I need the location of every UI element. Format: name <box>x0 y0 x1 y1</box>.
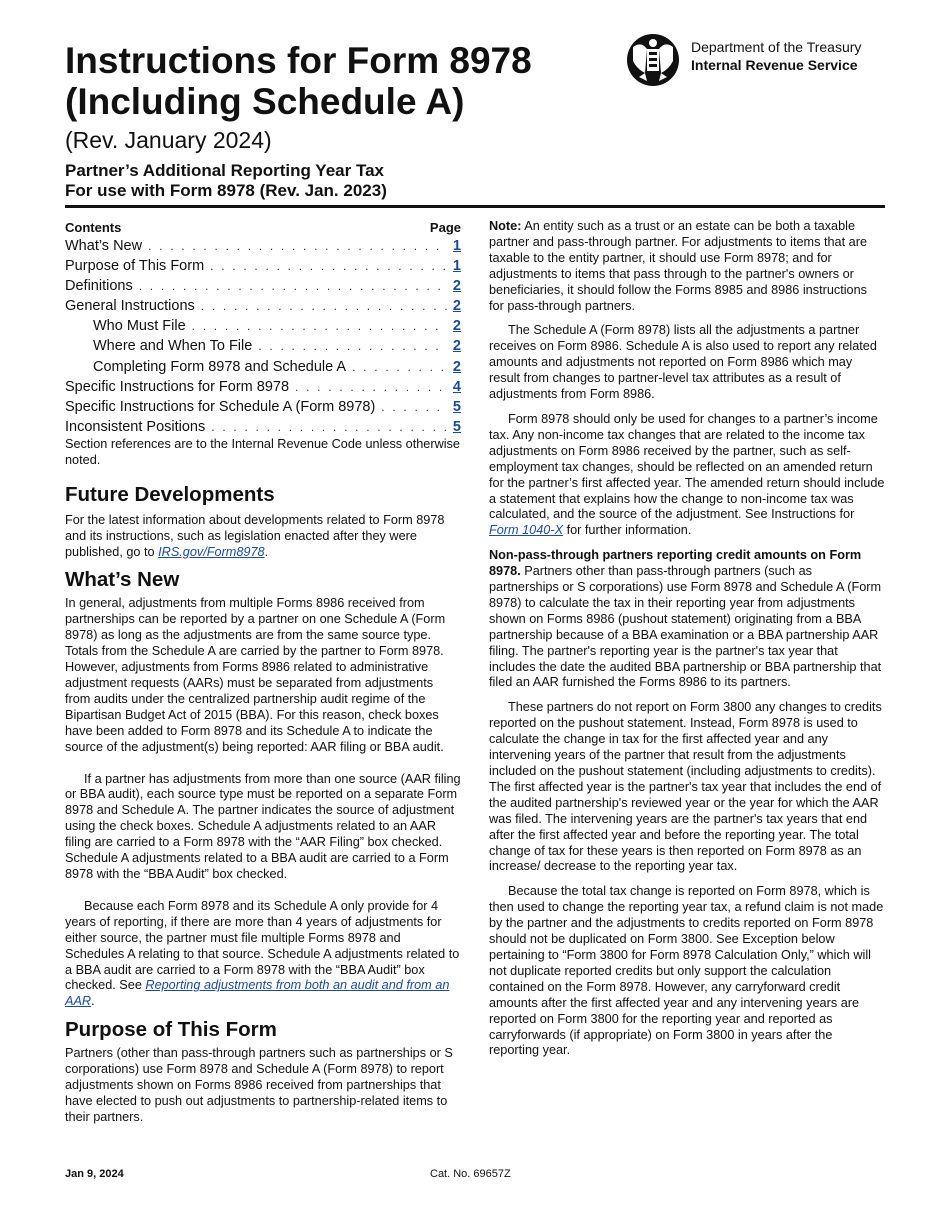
page-heading: Page <box>429 220 461 235</box>
text-span: for further information. <box>563 523 692 538</box>
title-line-1: Instructions for Form 8978 <box>65 40 532 81</box>
note-text: An entity such as a trust or an estate can be both a taxable partner and pass-through partner. For adjustments to items that are taxable to the entity partner, it should use Form 8978; and for adjustments to items that pass through to the partner's owners or beneficiaries, it should follow the Forms 8985 and 8986 instructions for pass-through partners. <box>489 219 868 313</box>
irs-form8978-link[interactable]: IRS.gov/Form8978 <box>158 544 265 559</box>
toc-label: Specific Instructions for Form 8978 <box>65 378 290 395</box>
non-pass-through-heading: Non-pass-through partners reporting credit amounts on Form 8978. <box>489 548 862 579</box>
toc-label: Inconsistent Positions <box>65 418 206 435</box>
toc-page-link[interactable]: 5 <box>452 418 461 435</box>
form-1040x-link[interactable]: Form 1040-X <box>489 523 564 538</box>
toc-page-link[interactable]: 2 <box>452 338 461 355</box>
toc-page-link[interactable]: 4 <box>452 378 461 395</box>
toc-label: Where and When To File <box>93 338 253 355</box>
purpose-paragraph: Partners (other than pass-through partners such as partnerships or S corporations) use Form 8978 and Schedule A (Form 8978) to report adjustments shown on Forms 8986 received from partnerships that have elected to push out adjustments to partnership-related items to their partners. <box>65 1046 453 1124</box>
text-span: Form 8978 should only be used for changes to a partner’s income tax. Any non-income tax changes that are related to the income tax adjustments on Form 8986 received by the partner, such as self-employment tax changes, should be reflected on an amended return for the partner’s first affected year. The amended return should include a statement that explains how the change to non-income tax was calculated, and the source of the adjustment. See Instructions for <box>489 411 885 522</box>
whats-new-heading: What’s New <box>65 568 180 592</box>
toc-item[interactable] <box>65 236 461 256</box>
toc-leader <box>381 397 447 417</box>
header-divider <box>65 205 885 208</box>
toc-page-link[interactable]: 2 <box>452 358 461 375</box>
toc-label: Purpose of This Form <box>65 258 205 275</box>
contents-heading: Contents <box>65 220 122 235</box>
toc-item[interactable] <box>65 417 461 437</box>
text-span: . <box>91 994 95 1009</box>
toc-leader <box>211 417 447 437</box>
toc-subitem[interactable] <box>65 336 461 356</box>
toc-leader <box>201 296 447 316</box>
toc-page-link[interactable]: 2 <box>452 318 461 335</box>
note-paragraph <box>489 219 885 314</box>
toc-subitem[interactable] <box>65 316 461 336</box>
toc-label: Who Must File <box>93 318 186 335</box>
toc-item[interactable] <box>65 276 461 296</box>
department-block <box>691 38 861 74</box>
toc-leader <box>139 276 447 296</box>
agency-name: Internal Revenue Service <box>691 57 858 73</box>
whats-new-paragraph <box>65 899 461 1010</box>
subtitle-line-1: Partner’s Additional Reporting Year Tax <box>65 161 384 180</box>
toc-leader <box>210 256 447 276</box>
toc-subitem[interactable] <box>65 357 461 377</box>
contents-header <box>65 220 461 236</box>
form-3800-paragraph: These partners do not report on Form 3800 any changes to credits reported on the pushout statement. Instead, Form 8978 is used to calculate the change in tax for the first affected year and any intervening years of the partner that result from the adjustments included on the pushout statement (including adjustments to credits). The first affected year is the partner's tax year that includes the end of the audited partnership's reviewed year or the year for which the AAR was filed. The intervening years are the partner's tax years that end after the first affected year and before the reporting year. The total change of tax for these years is then reported on Form 8978 as an increase/ decrease to the reporting year tax. <box>489 700 882 874</box>
toc-page-link[interactable]: 2 <box>452 278 461 295</box>
section-reference-note: Section references are to the Internal Revenue Code unless otherwise noted. <box>65 436 460 467</box>
toc-item[interactable] <box>65 296 461 316</box>
toc-leader <box>192 316 447 336</box>
toc-leader <box>295 377 447 397</box>
irs-eagle-logo-icon <box>623 33 685 87</box>
toc-leader <box>148 236 447 256</box>
revision-date: (Rev. January 2024) <box>65 127 272 153</box>
text-span: . <box>264 544 269 559</box>
toc-page-link[interactable]: 1 <box>452 258 461 275</box>
toc-leader <box>258 336 447 356</box>
subtitle <box>65 161 387 201</box>
non-pass-through-text: Partners other than pass-through partners (such as partnerships or S corporations) use Form 8978 and Schedule A (Form 8978) to calculate the tax in their reporting year from adjustments shown on Forms 8986 (pushout statement) originating from a BBA partnership because of a BBA examination or a BBA partnership AAR filing. The partner's reporting year is the partner's tax year that includes the date the audited BBA partnership or BBA partnership that filed an AAR furnished the Forms 8986 to its partners. <box>489 564 882 690</box>
subtitle-line-2: For use with Form 8978 (Rev. Jan. 2023) <box>65 181 387 200</box>
tax-change-paragraph: Because the total tax change is reported on Form 8978, which is then used to change the reporting year tax, a refund claim is not made by the partner and the adjustments to credits reported on Form 8978 should not be duplicated on Form 3800. See Exception below pertaining to “Form 3800 for Form 8978 Calculation Only,” which will not duplicate reported credits but only support the calculation contained on the Form 8978. However, any carryforward credit amounts after the first affected year and any intervening years are reported on Form 3800 for the reporting year and reported as carryforwards (if appropriate) on Form 3800 in years after the reporting year. <box>489 884 884 1058</box>
left-column <box>65 220 461 1126</box>
department-name: Department of the Treasury <box>691 39 862 55</box>
non-pass-through-paragraph <box>489 548 885 691</box>
income-tax-paragraph <box>489 412 885 539</box>
toc-label: Definitions <box>65 278 133 295</box>
future-developments-heading: Future Developments <box>65 482 275 506</box>
text-span: For the latest information about developments related to Form 8978 and its instructions, such as legislation enacted after they were published, go to <box>65 512 445 559</box>
toc-item[interactable] <box>65 377 461 397</box>
toc-label: Specific Instructions for Schedule A (Form 8978) <box>65 398 376 415</box>
whats-new-paragraph: In general, adjustments from multiple Forms 8986 received from partnerships can be reported by a partner on one Schedule A (Form 8978) as long as the adjustments are from the same source type. Totals from the Schedule A are carried by the partner to Form 8978. However, adjustments from Forms 8986 related to administrative adjustment requests (AARs) must be separated from adjustments from audits under the centralized partnership audit regime of the Bipartisan Budget Act of 2015 (BBA). For this reason, check boxes have been added to Form 8978 and its Schedule A to indicate the source of the adjustment(s) being reported: AAR filing or BBA audit. <box>65 596 446 754</box>
footer-date: Jan 9, 2024 <box>65 1168 124 1180</box>
future-developments-text <box>65 513 461 561</box>
toc-page-link[interactable]: 1 <box>452 238 461 254</box>
toc-page-link[interactable]: 2 <box>452 298 461 315</box>
right-column <box>489 219 885 1059</box>
toc-item[interactable] <box>65 256 461 276</box>
reporting-adjustments-link[interactable]: Reporting adjustments from both an audit and from an AAR <box>65 978 450 1009</box>
toc-leader <box>352 357 447 377</box>
purpose-heading: Purpose of This Form <box>65 1018 277 1042</box>
toc-label: Completing Form 8978 and Schedule A <box>93 358 347 375</box>
text-span: Because each Form 8978 and its Schedule A only provide for 4 years of reporting, if there are more than 4 years of adjustments for either source, the partner must file multiple Forms 8978 and Schedules A relating to that source. Schedule A adjustments related to a BBA audit are carried to a Form 8978 with the “BBA Audit” box checked. See <box>65 898 460 993</box>
schedule-a-paragraph: The Schedule A (Form 8978) lists all the adjustments a partner receives on Form 8986. Schedule A is also used to report any related amounts and adjustments not reported on Form 8986 which may result from changes to partner-level tax attributes as a result of adjustments from Form 8986. <box>489 323 877 402</box>
catalog-number: Cat. No. 69657Z <box>430 1168 511 1180</box>
note-label: Note: <box>489 219 522 233</box>
toc-item[interactable] <box>65 397 461 417</box>
toc-label: What’s New <box>65 238 143 254</box>
toc-label: General Instructions <box>65 298 195 315</box>
whats-new-paragraph: If a partner has adjustments from more than one source (AAR filing or BBA audit), each source type must be reported on a separate Form 8978 and Schedule A. The partner indicates the source of adjustment using the check boxes. Schedule A adjustments related to an AAR filing are carried to a Form 8978 with the “AAR Filing” box checked. Schedule A adjustments related to a BBA audit are carried to a Form 8978 with the “BBA Audit” box checked. <box>65 771 461 881</box>
document-title <box>65 40 605 122</box>
title-line-2: (Including Schedule A) <box>65 81 465 122</box>
toc-page-link[interactable]: 5 <box>452 398 461 415</box>
